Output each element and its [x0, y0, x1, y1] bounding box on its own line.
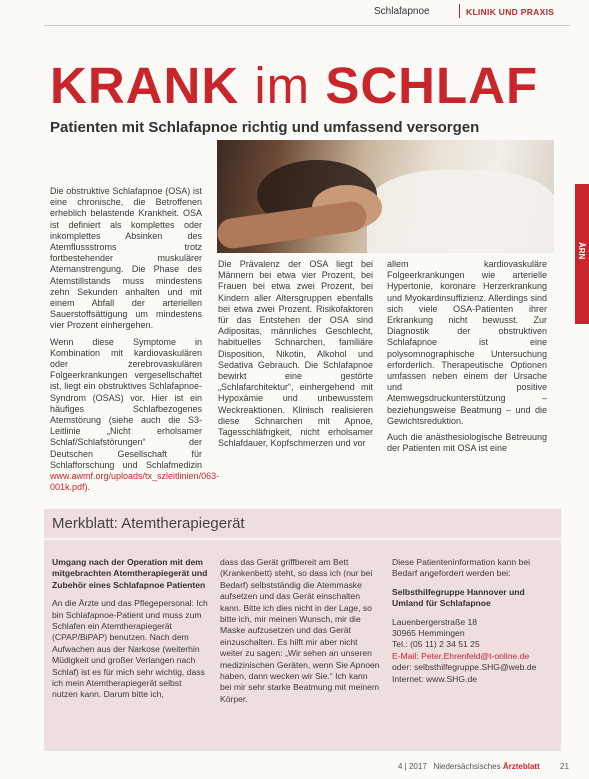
- issue-number: 4 | 2017: [398, 762, 427, 771]
- journal-name: Ärzteblatt: [502, 762, 540, 771]
- article-column-1: [50, 186, 220, 498]
- merkblatt-column-1: [52, 557, 208, 708]
- merkblatt-title: Merkblatt: Atemtherapiegerät: [52, 515, 245, 532]
- support-group-city: 30965 Hemmingen: [392, 628, 465, 639]
- merkblatt-column-2: [220, 557, 380, 712]
- side-tab-label: ÄRN: [577, 242, 586, 260]
- side-tab: [575, 184, 589, 324]
- title-part-2: im: [254, 57, 311, 114]
- section-label: Schlafapnoe: [374, 6, 430, 17]
- article-column-3: [387, 259, 547, 459]
- merkblatt-col1-text: An die Ärzte und das Pflegepersonal: Ich bin Schlafapnoe-Patient und muss zum Schlafen ein Atemtherapiegerät (CPAP/BiPAP) benutzen. Nach dem Aufwachen aus der Narkose (weiterhin Müdigkeit und großer Verlangen nach Schlaf) ist es für mich sehr wichtig, dass ich mein Atemtherapiegerät selbst nutzen kann. Darum bitte ich,: [52, 598, 208, 700]
- article-subtitle: Patienten mit Schlafapnoe richtig und umfassend versorgen: [50, 119, 480, 136]
- merkblatt-heading: Umgang nach der Operation mit dem mitgebrachten Atemtherapiegerät und Zubehör eines Schlafapnoe Patienten: [52, 557, 208, 590]
- title-part-3: SCHLAF: [325, 57, 539, 114]
- journal-prefix: Niedersächsisches: [433, 762, 501, 771]
- article-column-2: [218, 259, 373, 454]
- support-group-phone: Tel.: (05 11) 2 34 51 25: [392, 639, 480, 650]
- support-group-website[interactable]: Internet: www.SHG.de: [392, 673, 478, 684]
- page-number: 21: [560, 762, 569, 771]
- article-title: [50, 56, 538, 115]
- col1-paragraph-1: Die obstruktive Schlafapnoe (OSA) ist eine chronische, die Betroffenen erheblich belastende Krankheit. OSA ist definiert als komplettes oder inkomplettes Absinken des Atemflussstroms trotz fortbestehender muskulärer Atemanstrengung. Die Phase des Atemstillstands muss mindestens zehn Sekunden anhalten und mit einem Abfall der arteriellen Sauerstoffsättigung um mindestens vier Prozent einhergehen.: [50, 186, 202, 331]
- merkblatt-col3-intro: Diese Patienteninformation kann bei Bedarf angefordert werden bei:: [392, 557, 531, 579]
- merkblatt-box: [44, 509, 561, 751]
- header-rule: [44, 25, 570, 26]
- col2-paragraph-1: Die Prävalenz der OSA liegt bei Männern bei etwa vier Prozent, bei Frauen bei etwa zwei Prozent, bei Kindern aller Altersgruppen ebenfalls bei etwa zwei Prozent. Risikofaktoren für das Entstehen der OSA sind Adipositas, männliches Geschlecht, habituelles Schnarchen, familiäre Disposition, Nikotin, Alkohol und Sedativa Gebrauch. Die Schlafapnoe bewirkt eine gestörte „Schlafarchitektur“, einhergehend mit Hypoxämie und unbewusstem Weckreaktionen. Klinisch realisieren diese Schnarchen mit Apnoe, Tagesschläfrigkeit, nicht erholsamer Schlafdauer, Kopfschmerzen und vor: [218, 259, 373, 449]
- title-part-1: KRANK: [50, 57, 240, 114]
- support-group-email[interactable]: E-Mail: Peter.Ehrenfeld@t-online.de: [392, 650, 530, 661]
- header-divider: [459, 4, 460, 18]
- page-footer: [398, 762, 540, 771]
- col3-paragraph-1: allem kardiovaskuläre Folgeerkrankungen wie arterielle Hypertonie, koronare Herzerkrankung und Myokardinsuffizienz. Allerdings sind sich viele OSA-Patienten ihrer Erkrankung nicht bewusst. Zur Diagnostik der obstruktiven Schlafapnoe ist eine polysomnographische Untersuchung erforderlich. Therapeutische Optionen umfassen neben einem der Ursache und positive Atemwegsdruckunterstützung – beziehungsweise Beatmung – und die Gewichtsreduktion.: [387, 259, 547, 426]
- photo-pillow: [367, 170, 554, 253]
- sleeping-woman-photo: [217, 140, 554, 253]
- col1-paragraph-2: [50, 336, 220, 494]
- col1-paragraph-2-text: Wenn diese Symptome in Kombination mit kardiovaskulären oder zerebrovaskulären Folgeerkrankungen vergesellschaftet ist, liegt ein obstruktives Schlafapnoe-Syndrom (OSAS) vor. Hier ist ein häufiges Schlafbezogenes Atemstörung (siehe auch die S3-Leitlinie „Nicht erholsamer Schlaf/Schlafstörungen“ der Deutschen Gesellschaft für Schlafforschung und Schlafmedizin: [50, 336, 202, 470]
- support-group-street: Lauenbergerstraße 18: [392, 616, 478, 627]
- category-label: KLINIK UND PRAXIS: [466, 7, 555, 17]
- support-group-name: Selbsthilfegruppe Hannover und Umland für Schlafapnoe: [392, 586, 525, 609]
- merkblatt-column-3: [392, 557, 554, 685]
- merkblatt-col2-text: dass das Gerät griffbereit am Bett (Krankenbett) steht, so dass ich (nur bei Bedarf) selbstständig die Atemmaske aufsetzen und das Gerät einschalten kann. Bitte ich dies nicht in der Lage, so bitte ich, mir meinen Wunsch, mir die Maske aufzusetzen und das Gerät einzuschalten. Es hilft mir aber nicht weiter zu sagen: „Wir sehen an unseren medizinischen Geräten, wenn Sie Apnoen haben, dann wecken wir Sie.“ Ich kann bei mir sehr starke Beatmung mit meinem Körper.: [220, 557, 380, 704]
- merkblatt-rule: [44, 538, 561, 540]
- leitlinie-link[interactable]: www.awmf.org/uploads/tx_szleitlinien/063-001k.pdf).: [50, 471, 220, 493]
- support-group-email-2[interactable]: oder: selbsthilfegruppe.SHG@web.de: [392, 662, 537, 673]
- col3-paragraph-2: Auch die anästhesiologische Betreuung der Patienten mit OSA ist eine: [387, 432, 547, 454]
